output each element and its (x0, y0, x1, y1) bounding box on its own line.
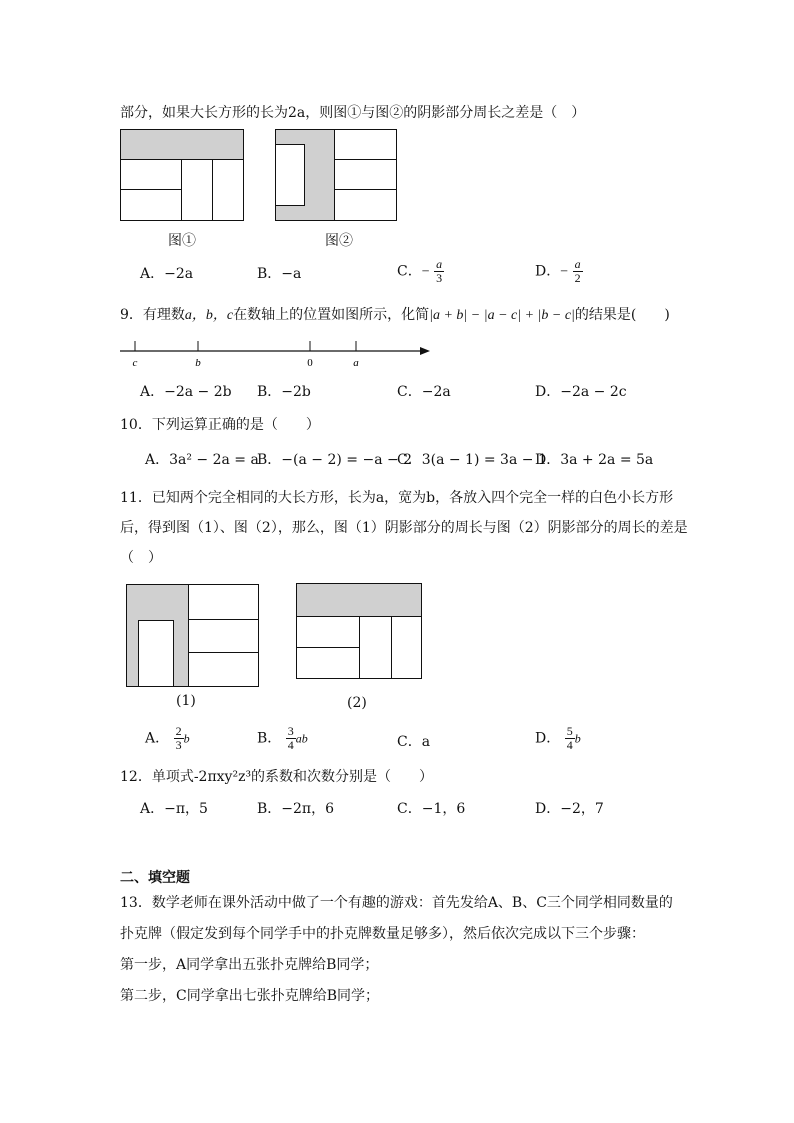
axis-arrow (420, 347, 430, 355)
q9-option-a: A．−2a − 2b (140, 384, 232, 400)
q8-option-c: C．− $\frac{a}{3}$ (397, 257, 443, 285)
q11-fig1-caption: (1) (176, 693, 196, 709)
q8-stem: 部分，如果大长方形的长为2a，则图①与图②的阴影部分周长之差是（ ） (120, 105, 586, 121)
q12-option-a: A．−π，5 (140, 801, 208, 817)
q8-option-d: D．− $\frac{a}{2}$ (535, 257, 581, 285)
q12-option-d: D．−2，7 (535, 801, 604, 817)
q12-option-b: B．−2π，6 (257, 801, 335, 817)
q11-option-c: C．a (397, 734, 431, 750)
q8-fig2-caption: 图② (325, 233, 353, 249)
q11-line-3: （ ） (120, 550, 162, 566)
q9-stem: 9．有理数a，b，c在数轴上的位置如图所示，化简|a + b| − |a − c| + |b − c|的结果是( ) (120, 307, 670, 323)
q11-line-1: 11．已知两个完全相同的大长方形，长为a，宽为b，各放入四个完全一样的白色小长方形 (120, 490, 674, 506)
q11-option-a: A． $\frac{2}{3}$ b (145, 724, 190, 752)
q9-option-d: D．−2a − 2c (535, 384, 627, 400)
q12-option-c: C．−1，6 (397, 801, 466, 817)
q9-number-line (118, 338, 438, 372)
q13-line-4: 第二步，C同学拿出七张扑克牌给B同学； (120, 988, 379, 1004)
q9-option-b: B．−2b (257, 384, 311, 400)
q8-option-b: B．−a (257, 266, 302, 282)
q8-option-a: A．−2a (140, 266, 194, 282)
q10-option-b: B．−(a − 2) = −a − 2 (257, 452, 413, 468)
q11-line-2: 后，得到图（1）、图（2），那么，图（1）阴影部分的周长与图（2）阴影部分的周长的差是 (120, 520, 688, 536)
section-title: 二、填空题 (120, 870, 190, 886)
label-0: 0 (307, 357, 313, 369)
q10-option-a: A．3a² − 2a = a (145, 452, 259, 468)
q10-option-d: D．3a + 2a = 5a (535, 452, 654, 468)
q9-option-c: C．−2a (397, 384, 451, 400)
q12-stem: 12．单项式-2πxy²z³的系数和次数分别是（ ） (120, 769, 434, 785)
q11-option-b: B． $\frac{3}{4}$ ab (257, 724, 308, 752)
label-a: a (353, 357, 359, 369)
q11-fig2-caption: (2) (347, 695, 367, 711)
q13-line-1: 13．数学老师在课外活动中做了一个有趣的游戏：首先发给A、B、C三个同学相同数量的 (120, 895, 673, 911)
label-c: c (132, 357, 138, 369)
label-b: b (195, 357, 201, 369)
q10-stem: 10．下列运算正确的是（ ） (120, 417, 320, 433)
q13-line-3: 第一步，A同学拿出五张扑克牌给B同学； (120, 957, 379, 973)
q11-option-d: D． $\frac{5}{4}$ b (535, 724, 581, 752)
q13-line-2: 扑克牌（假定发到每个同学手中的扑克牌数量足够多），然后依次完成以下三个步骤： (120, 926, 645, 942)
q10-option-c: C．3(a − 1) = 3a − 1 (397, 452, 547, 468)
q8-fig1-caption: 图① (168, 233, 196, 249)
